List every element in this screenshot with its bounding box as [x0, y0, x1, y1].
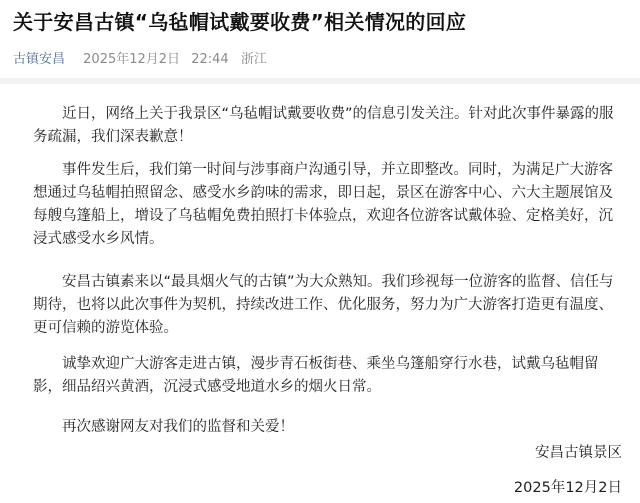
signature-date: 2025年12月2日: [513, 480, 622, 496]
signature-organization: 安昌古镇景区: [535, 445, 622, 461]
publish-time: 22:44: [191, 52, 229, 67]
body-paragraph: 事件发生后，我们第一时间与涉事商户沟通引导，并立即整改。同时，为满足广大游客想通过乌毡帽拍照留念、感受水乡韵味的需求，即日起，景区在游客中心、六大主题展馆及每艘乌篷船上，增设了乌毡帽免费拍照打卡体验点，欢迎各位游客试戴体验、定格美好，沉浸式感受水乡风情。: [33, 162, 613, 247]
body-paragraph: 再次感谢网友对我们的监督和关爱！: [62, 419, 294, 435]
article-meta: [13, 50, 267, 70]
account-name-link[interactable]: 古镇安昌: [13, 52, 66, 67]
body-paragraph: 安昌古镇素来以“最具烟火气的古镇”为大众熟知。我们珍视每一位游客的监督、信任与期待，也将以此次事件为契机，持续改进工作、优化服务，努力为广大游客打造更有温度、更可信赖的游览体验。: [33, 274, 614, 336]
header-divider: [0, 78, 640, 84]
body-paragraph: 近日，网络上关于我景区“乌毡帽试戴要收费”的信息引发关注。针对此次事件暴露的服务疏漏，我们深表歉意！: [33, 106, 614, 145]
body-paragraph: 诚挚欢迎广大游客走进古镇，漫步青石板街巷、乘坐乌篷船穿行水巷，试戴乌毡帽留影，细品绍兴黄酒，沉浸式感受地道水乡的烟火日常。: [33, 356, 599, 395]
publish-date: 2025年12月2日: [83, 52, 181, 67]
publish-location: 浙江: [240, 52, 267, 67]
article-title: 关于安昌古镇“乌毡帽试戴要收费”相关情况的回应: [13, 10, 467, 34]
